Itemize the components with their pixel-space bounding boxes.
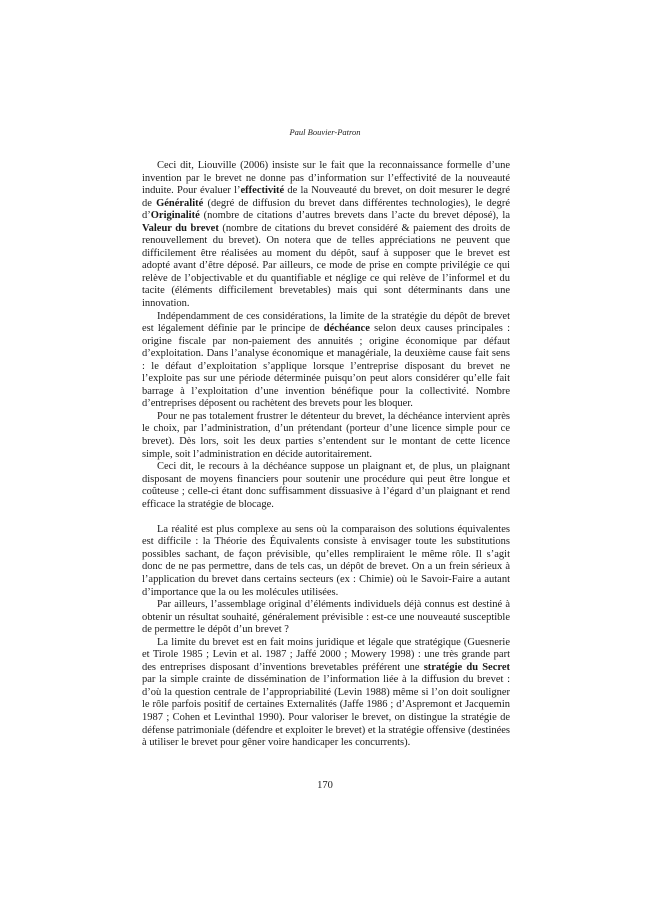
paragraph bbox=[142, 411, 510, 461]
paragraph-text: Pour ne pas totalement frustrer le détenteur du brevet, la déchéance intervient après le choix, par l’administration, d’un prétendant (porteur d’une licence simple pour ce brevet). Dès lors, soit les deux parties s’entendent sur le montant de cette licence simple, soit l’administration en décide autoritairement. bbox=[142, 410, 510, 460]
paragraph bbox=[142, 461, 510, 511]
paragraph-text: Indépendamment de ces considérations, la limite de la stratégie du dépôt de brevet est légalement définie par le principe de bbox=[142, 310, 510, 335]
paragraph-text: (degré de diffusion du brevet dans différentes technologies), le degré d’ bbox=[142, 197, 510, 222]
bold-term: effectivité bbox=[240, 185, 285, 197]
paragraph bbox=[142, 599, 510, 637]
paragraph-text: Ceci dit, Liouville (2006) insiste sur le fait que la reconnaissance formelle d’une invention par le brevet ne donne pas d’information sur l’effectivité de la nouveauté induite. Pour évaluer l’ bbox=[142, 160, 510, 197]
paragraph-text: selon deux causes principales : origine fiscale par non-paiement des annuités ; origine économique par défaut d’exploitation. Dans l’analyse économique et managériale, la deuxième cause fait sens : le défaut d’exploitation s’applique lorsque l’entreprise disposant du brevet ne l’exploite pas sur une période déterminée puisqu’on peut alors considérer qu’elle fait barrage à l’exploitation d’une invention bénéfique pour la collectivité. Nombre d’entreprises déposent ou rachètent des brevets pour les bloquer. bbox=[142, 323, 510, 410]
paragraph bbox=[142, 160, 510, 311]
paragraph bbox=[142, 311, 510, 411]
bold-term: Valeur du brevet bbox=[142, 222, 219, 234]
paragraph-text: La réalité est plus complexe au sens où la comparaison des solutions équivalentes est difficile : la Théorie des Équivalents consiste à envisager toute les substitutions possibles sachant, de façon prévisible, qu’elles rempliraient le même rôle. Il s’agit donc de ne pas permettre, dans de tels cas, un dépôt de brevet. On a un frein sérieux à l’application du brevet dans certains secteurs (ex : Chimie) où le Savoir-Faire a autant d’importance que la ou les molécules utilisées. bbox=[142, 523, 510, 598]
paragraph-text: Ceci dit, le recours à la déchéance suppose un plaignant et, de plus, un plaignant disposant de moyens financiers pour soutenir une procédure qui peut être longue et coûteuse ; celle-ci étant donc suffisamment dissuasive à l’égard d’un plaignant et rend efficace la stratégie de blocage. bbox=[142, 461, 510, 510]
paragraph-text: La limite du brevet est en fait moins juridique et légale que stratégique (Guesnerie et Tirole 1985 ; Levin et al. 1987 ; Jaffé 2000 ; Mowery 1998) : une très grande part des entreprises disposant d’inventions brevetables préférent une bbox=[142, 636, 510, 673]
body-text bbox=[142, 160, 510, 750]
paragraph-text: par la simple crainte de dissémination de l’information liée à la diffusion du brevet : d’où la question centrale de l’appropriabilité (Levin 1988) même si l’on doit souligner le rôle parfois positif de certaines Externalités (Jaffe 1986 ; d’Aspremont et Jacquemin 1987 ; Cohen et Levinthal 1990). Pour valoriser le brevet, on distingue la stratégie de défense patrimoniale (défendre et exploiter le brevet) et la stratégie offensive (destinées à utiliser le brevet pour gêner voire handicaper les concurrents). bbox=[142, 674, 511, 749]
page-number: 170 bbox=[317, 780, 333, 791]
bold-term: déchéance bbox=[323, 323, 370, 335]
paragraph bbox=[142, 524, 510, 599]
paragraph-text: (nombre de citations du brevet considéré & paiement des droits de renouvellement du brevet). On notera que de telles appréciations ne peuvent que difficilement être réalisées au moment du dépôt, sauf à supposer que le brevet est adopté avant d’être déposé. Par ailleurs, ce mode de prise en compte privilégie ce qui relève de l’objectivable et du quantifiable et néglige ce qui relève de l’informel et du tacite (éléments difficilement brevetables) mais qui sont déterminants dans une innovation. bbox=[142, 222, 510, 310]
bold-term: Originalité bbox=[150, 210, 200, 222]
paragraph bbox=[142, 637, 510, 750]
bold-term: stratégie du Secret bbox=[423, 661, 510, 673]
bold-term: Généralité bbox=[156, 197, 204, 209]
paragraph-text: de la Nouveauté du brevet, on doit mesurer le degré de bbox=[142, 185, 510, 209]
running-header-author: Paul Bouvier-Patron bbox=[289, 127, 361, 137]
paragraph-text: Par ailleurs, l’assemblage original d’éléments individuels déjà connus est destiné à obtenir un résultat souhaité, généralement prévisible : est-ce une nouveauté susceptible de permettre le dépôt d’un brevet ? bbox=[142, 599, 510, 636]
paragraph-text: (nombre de citations d’autres brevets dans l’acte du brevet déposé), la bbox=[199, 210, 510, 222]
